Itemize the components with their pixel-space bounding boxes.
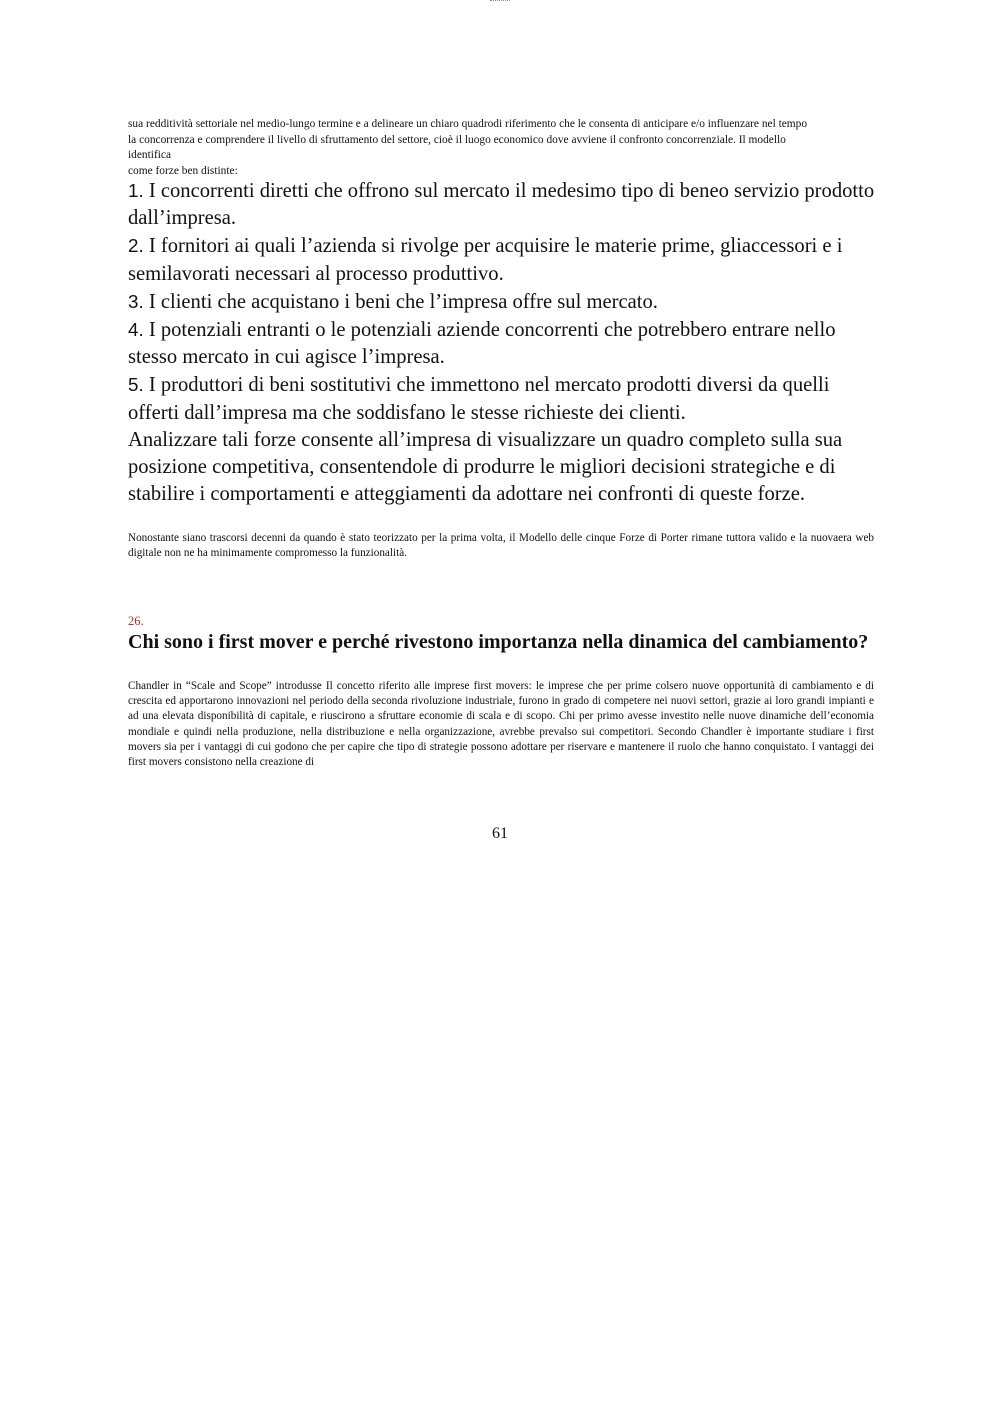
- force-number: 4.: [128, 319, 144, 341]
- force-number: 5.: [128, 374, 144, 396]
- analysis-paragraph: Analizzare tali forze consente all’impresa di visualizzare un quadro completo sulla sua posizione competitiva, consentendole di produrre le migliori decisioni strategiche e di stabilire i comportamenti e atteggiamenti da adottare nei confronti di queste forze.: [128, 428, 843, 506]
- force-item-1: [128, 177, 883, 232]
- force-text: I clienti che acquistano i beni che l’impresa offre sul mercato.: [148, 290, 658, 313]
- force-item-5: [128, 371, 883, 426]
- force-text: I potenziali entranti o le potenziali aziende concorrenti che potrebbero entrare nello stesso mercato in cui agisce l’impresa.: [128, 319, 836, 369]
- force-item-2: [128, 232, 883, 287]
- conclusion-text: Nonostante siano trascorsi decenni da quando è stato teorizzato per la prima volta, il Modello delle cinque Forze di Porter rimane tuttora valido e la nuovaera web digitale non ne ha minimamente compromesso la funzionalità.: [128, 532, 874, 560]
- force-text: I concorrenti diretti che offrono sul mercato il medesimo tipo di beneo servizio prodotto dall’impresa.: [128, 180, 875, 230]
- intro-line: come forze ben distinte:: [128, 164, 238, 177]
- force-number: 2.: [128, 235, 144, 257]
- force-number: 1.: [128, 180, 144, 201]
- conclusion-paragraph: [128, 531, 874, 561]
- intro-line: sua redditività settoriale nel medio-lungo termine e a delineare un chiaro quadrodi riferimento che le consenta di anticipare e/o influenzare nel tempo: [128, 118, 808, 130]
- force-text: I produttori di beni sostitutivi che immettono nel mercato prodotti diversi da quelli offerti dall’impresa ma che soddisfano le stesse richieste dei clienti.: [128, 374, 830, 424]
- force-number: 3.: [128, 290, 144, 312]
- header-mark: [490, 0, 510, 3]
- intro-line: la concorrenza e comprendere il livello di sfruttamento del settore, cioè il luogo economico dove avviene il confronto concorrenziale. Il modello: [128, 133, 786, 146]
- force-item-3: [128, 288, 883, 316]
- force-item-4: [128, 316, 883, 371]
- forces-list: [128, 177, 883, 508]
- intro-paragraph: [128, 117, 873, 179]
- section-number: 26.: [128, 614, 144, 628]
- section-body: [128, 679, 874, 770]
- force-text: I fornitori ai quali l’azienda si rivolge per acquisire le materie prime, gliaccessori e i semilavorati necessari al processo produttivo.: [128, 235, 843, 285]
- intro-line: identifica: [128, 149, 172, 161]
- section-body-text: Chandler in “Scale and Scope” introdusse Il concetto riferito alle imprese first movers: le imprese che per prime colsero nuove opportunità di cambiamento e di crescita ed apportarono innovazioni nel periodo della seconda rivoluzione industriale, furono in grado di competere nei nuovi settori, grazie ai loro grandi impianti e ad una elevata disponibilità di capitale, e riuscirono a sfruttare economie di scala e di scopo. Chi per primo avesse investito nelle nuove dinamiche dell’economia mondiale e quindi nella produzione, nella distribuzione e nella organizzazione, avrebbe prevalso sui competitori. Secondo Chandler è importante studiare i first movers sia per i vantaggi di cui godono che per capire che tipo di strategie possono adottare per riservare e mantenere il ruolo che hanno conquistato. I vantaggi dei first movers consistono nella creazione di: [128, 680, 874, 769]
- section-title: Chi sono i first mover e perché rivestono importanza nella dinamica del cambiamento?: [128, 631, 869, 653]
- page-number: 61: [492, 825, 508, 842]
